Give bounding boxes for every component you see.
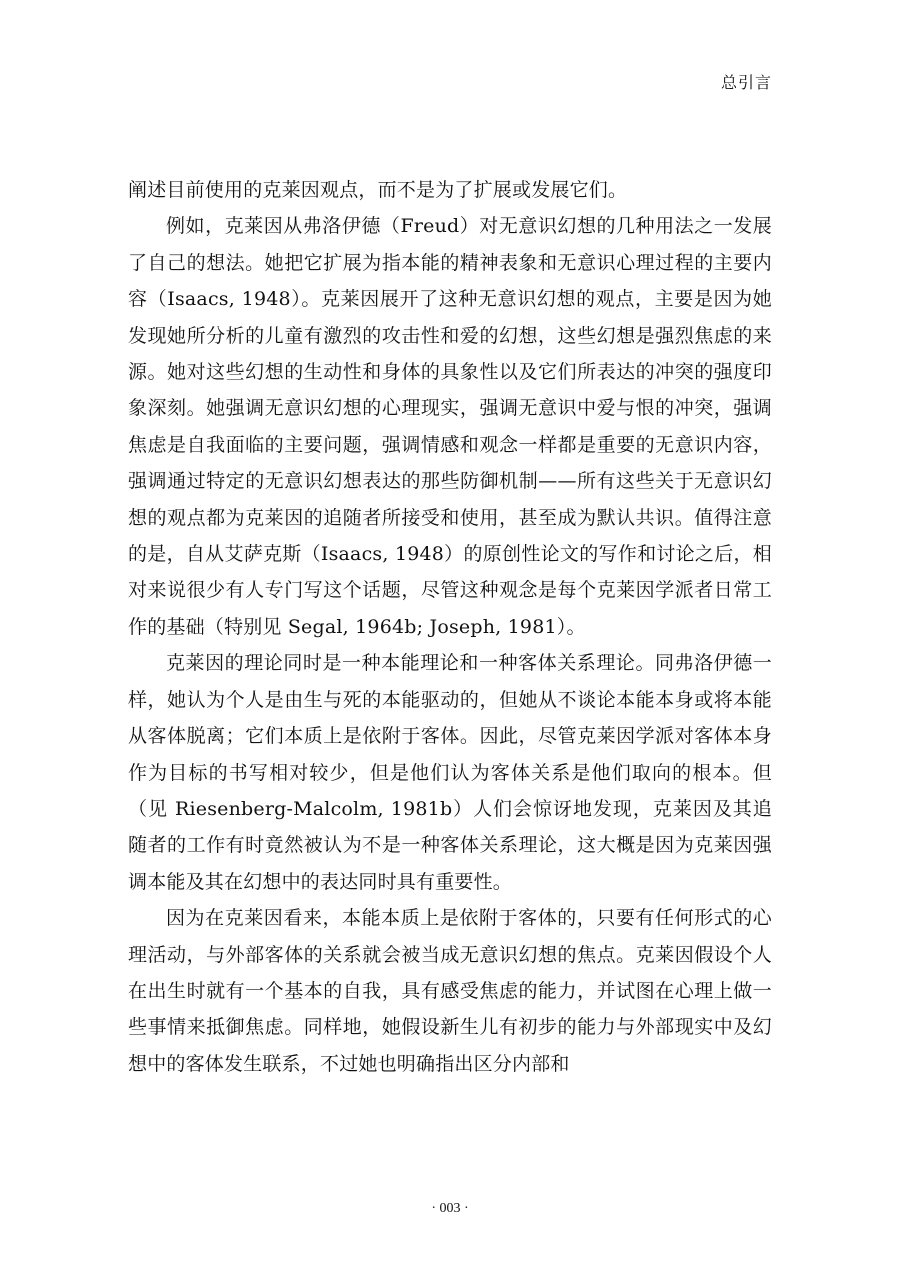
page-number: · 003 ·	[431, 1201, 469, 1216]
paragraph-unconscious-phantasy: 例如，克莱因从弗洛伊德（Freud）对无意识幻想的几种用法之一发展了自己的想法。她把它扩展为指本能的精神表象和无意识心理过程的主要内容（Isaacs, 1948）。克莱因展开了这种无意识幻想的观点，主要是因为她发现她所分析的儿童有激烈的攻击性和爱的幻想，这些幻想是强烈焦虑的来源。她对这些幻想的生动性和身体的具象性以及它们所表达的冲突的强度印象深刻。她强调无意识幻想的心理现实，强调无意识中爱与恨的冲突，强调焦虑是自我面临的主要问题，强调情感和观念一样都是重要的无意识内容，强调通过特定的无意识幻想表达的那些防御机制——所有这些关于无意识幻想的观点都为克莱因的追随者所接受和使用，甚至成为默认共识。值得注意的是，自从艾萨克斯（Isaacs, 1948）的原创性论文的写作和讨论之后，相对来说很少有人专门写这个话题，尽管这种观念是每个克莱因学派者日常工作的基础（特别见 Segal, 1964b; Joseph, 1981）。	[128, 215, 772, 638]
body-text	[128, 172, 772, 1082]
paragraph-object-relations: 克莱因的理论同时是一种本能理论和一种客体关系理论。同弗洛伊德一样，她认为个人是由生与死的本能驱动的，但她从不谈论本能本身或将本能从客体脱离；它们本质上是依附于客体。因此，尽管克莱因学派对客体本身作为目标的书写相对较少，但是他们认为客体关系是他们取向的根本。但（见 Riesenberg-Malcolm, 1981b）人们会惊讶地发现，克莱因及其追随者的工作有时竟然被认为不是一种客体关系理论，这大概是因为克莱因强调本能及其在幻想中的表达同时具有重要性。	[128, 652, 772, 893]
paragraph-continuation: 阐述目前使用的克莱因观点，而不是为了扩展或发展它们。	[128, 179, 628, 201]
running-header: 总引言	[720, 73, 772, 92]
paragraph-instinct-and-object: 因为在克莱因看来，本能本质上是依附于客体的，只要有任何形式的心理活动，与外部客体的关系就会被当成无意识幻想的焦点。克莱因假设个人在出生时就有一个基本的自我，具有感受焦虑的能力，并试图在心理上做一些事情来抵御焦虑。同样地，她假设新生儿有初步的能力与外部现实中及幻想中的客体发生联系，不过她也明确指出区分内部和	[128, 907, 772, 1075]
